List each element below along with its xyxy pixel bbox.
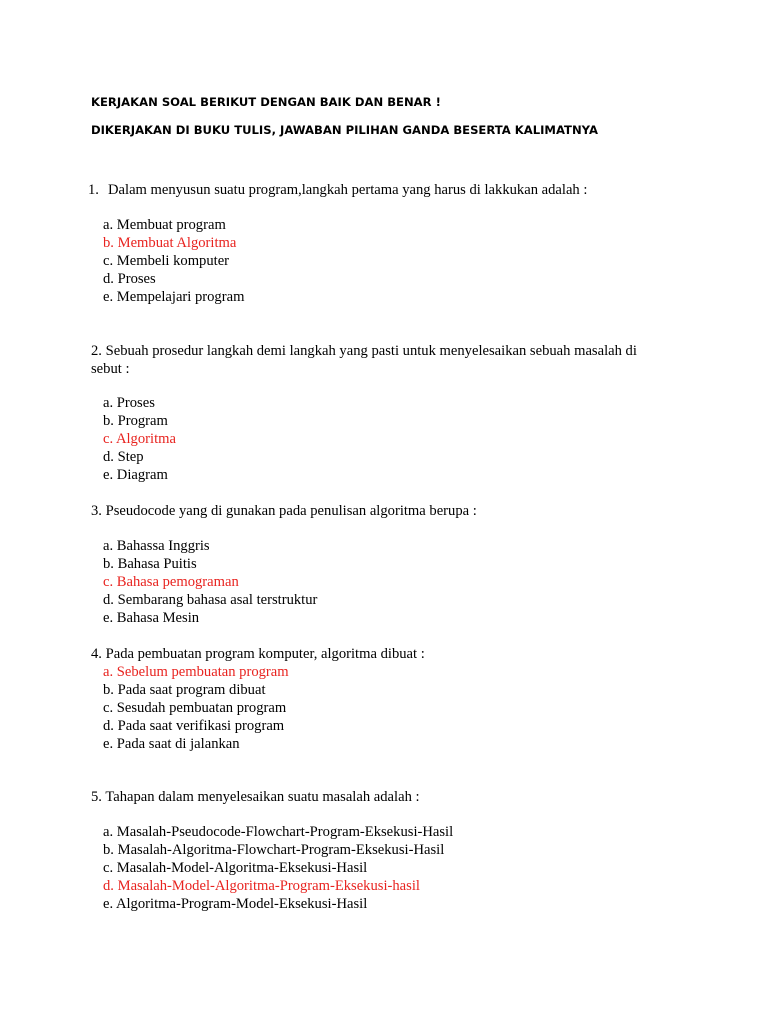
q2-option-b: b. Program <box>103 413 168 429</box>
q5-option-e: e. Algoritma-Program-Model-Eksekusi-Hasil <box>103 896 368 912</box>
q2-option-c: c. Algoritma <box>103 431 176 447</box>
q1-option-d: d. Proses <box>103 271 156 287</box>
q3-option-a: a. Bahassa Inggris <box>103 538 210 554</box>
q4-option-b: b. Pada saat program dibuat <box>103 682 266 698</box>
q2-option-e: e. Diagram <box>103 467 168 483</box>
q1-option-a: a. Membuat program <box>103 217 226 233</box>
q3-option-b: b. Bahasa Puitis <box>103 556 197 572</box>
q5-option-d: d. Masalah-Model-Algoritma-Program-Eksekusi-hasil <box>103 878 420 894</box>
question-2-text-line2: sebut : <box>91 361 130 377</box>
question-2-text-line1: 2. Sebuah prosedur langkah demi langkah yang pasti untuk menyelesaikan sebuah masalah di <box>91 343 637 359</box>
q2-option-d: d. Step <box>103 449 144 465</box>
q2-option-a: a. Proses <box>103 395 155 411</box>
q4-option-a: a. Sebelum pembuatan program <box>103 664 289 680</box>
q1-option-e: e. Mempelajari program <box>103 289 245 305</box>
q4-option-d: d. Pada saat verifikasi program <box>103 718 285 734</box>
instruction-subheading: DIKERJAKAN DI BUKU TULIS, JAWABAN PILIHAN GANDA BESERTA KALIMATNYA <box>91 123 598 137</box>
q3-option-d: d. Sembarang bahasa asal terstruktur <box>103 592 318 608</box>
question-1-text: Dalam menyusun suatu program,langkah pertama yang harus di lakkukan adalah : <box>108 182 588 198</box>
question-3-text: 3. Pseudocode yang di gunakan pada penulisan algoritma berupa : <box>91 503 477 519</box>
q5-option-c: c. Masalah-Model-Algoritma-Eksekusi-Hasil <box>103 860 368 876</box>
instruction-heading: KERJAKAN SOAL BERIKUT DENGAN BAIK DAN BENAR ! <box>91 95 441 109</box>
question-5-text: 5. Tahapan dalam menyelesaikan suatu masalah adalah : <box>91 789 420 805</box>
q1-option-c: c. Membeli komputer <box>103 253 230 269</box>
q5-option-a: a. Masalah-Pseudocode-Flowchart-Program-Eksekusi-Hasil <box>103 824 454 840</box>
q3-option-c: c. Bahasa pemograman <box>103 574 239 590</box>
q4-option-e: e. Pada saat di jalankan <box>103 736 240 752</box>
question-4-text: 4. Pada pembuatan program komputer, algoritma dibuat : <box>91 646 425 662</box>
question-1-number: 1. <box>88 182 99 198</box>
q3-option-e: e. Bahasa Mesin <box>103 610 200 626</box>
q4-option-c: c. Sesudah pembuatan program <box>103 700 287 716</box>
q1-option-b: b. Membuat Algoritma <box>103 235 237 251</box>
q5-option-b: b. Masalah-Algoritma-Flowchart-Program-Eksekusi-Hasil <box>103 842 445 858</box>
